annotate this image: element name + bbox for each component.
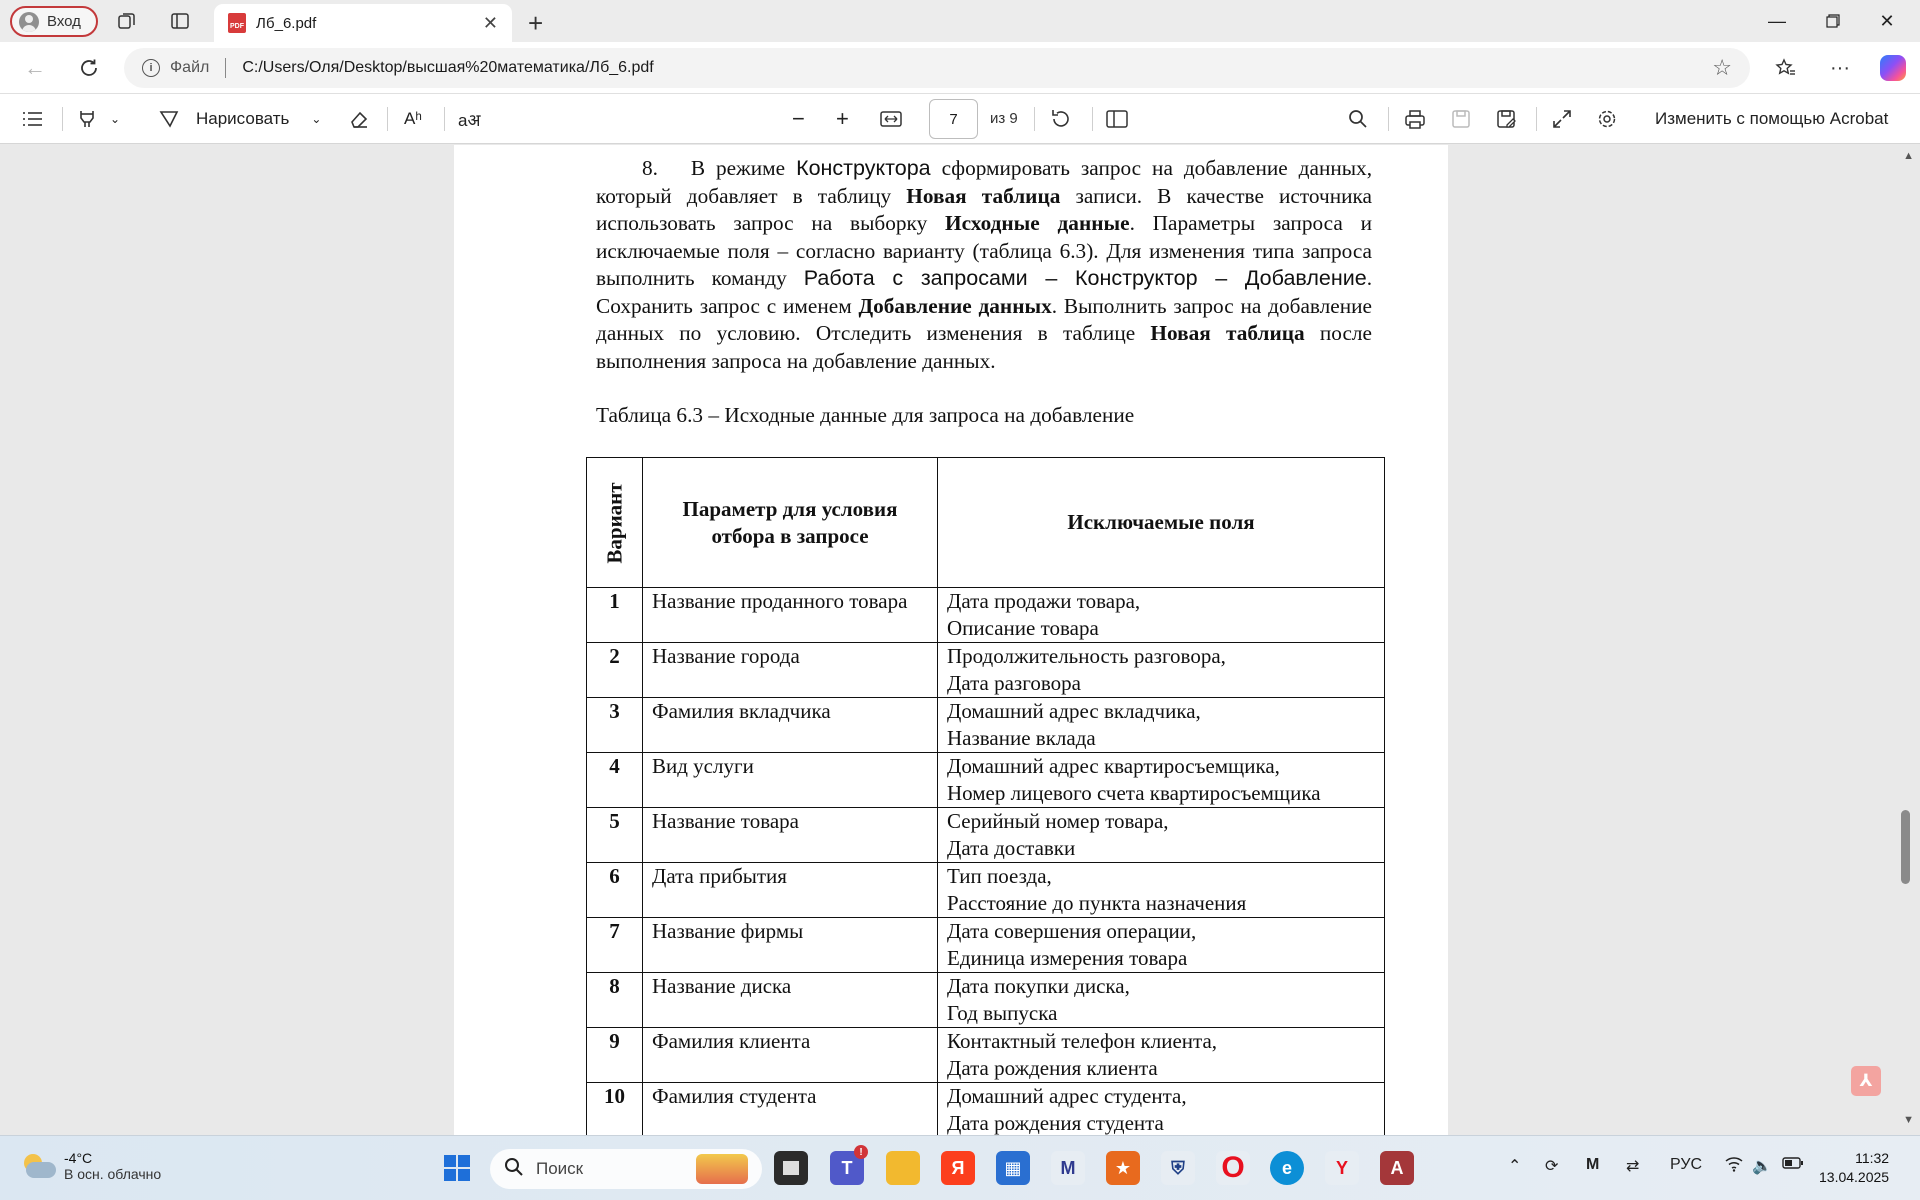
workspaces-icon[interactable] xyxy=(115,9,139,33)
minimize-icon[interactable]: — xyxy=(1768,10,1786,31)
favorite-star-icon[interactable]: ☆ xyxy=(1712,55,1732,80)
start-windows-icon[interactable] xyxy=(440,1151,474,1185)
para-text: . Параметры запроса и исключаемые поля – согласно варианту (таблица 6.3). Для изменения типа запроса выполнить команду xyxy=(596,211,1372,290)
tray-overflow-chevron-icon[interactable]: ⌃ xyxy=(1508,1158,1522,1175)
header-parameter: Параметр для условия отбора в запросе xyxy=(643,458,938,588)
excluded-fields-cell: Продолжительность разговора, Дата разговора xyxy=(938,643,1385,698)
save-icon[interactable] xyxy=(1450,106,1472,132)
variant-number: 1 xyxy=(587,588,643,643)
address-field[interactable] xyxy=(124,48,1750,88)
pdf-toolbar xyxy=(0,94,1920,144)
weather-widget[interactable] xyxy=(22,1150,161,1182)
para-text: после выполнения запроса на добавление данных. xyxy=(596,321,1373,373)
edit-acrobat-label: Изменить с помощью Acrobat xyxy=(1655,109,1889,128)
bold-term: Новая таблица xyxy=(1150,321,1305,345)
back-arrow-icon[interactable]: ← xyxy=(24,55,46,80)
print-icon[interactable] xyxy=(1404,106,1426,132)
translate-label: aअ xyxy=(458,110,481,130)
toolbar-divider xyxy=(1092,107,1093,131)
excluded-fields-cell: Серийный номер товара, Дата доставки xyxy=(938,808,1385,863)
shield-app-icon[interactable]: ⛨ xyxy=(1161,1151,1195,1185)
address-divider xyxy=(225,58,226,78)
bold-term: Исходные данные xyxy=(945,211,1130,235)
sliders-icon[interactable]: ⇄ xyxy=(1626,1158,1640,1175)
excluded-fields-cell: Дата продажи товара, Описание товара xyxy=(938,588,1385,643)
pdf-viewer[interactable] xyxy=(0,145,1920,1135)
avatar-icon xyxy=(19,12,39,32)
table-row xyxy=(587,753,1385,808)
table-row xyxy=(587,643,1385,698)
variants-table xyxy=(586,457,1385,1135)
eraser-icon[interactable] xyxy=(348,106,370,132)
draw-label: Нарисовать xyxy=(196,109,290,128)
more-menu-icon[interactable]: ··· xyxy=(1830,56,1850,79)
tab-active-pdf[interactable] xyxy=(214,4,512,42)
page-view-icon[interactable] xyxy=(1106,106,1128,132)
fit-width-icon[interactable] xyxy=(880,106,902,132)
battery-icon[interactable] xyxy=(1782,1156,1804,1175)
wifi-icon[interactable] xyxy=(1724,1156,1744,1177)
chevron-down-icon[interactable]: ⌄ xyxy=(311,112,322,126)
parameter-cell: Фамилия клиента xyxy=(643,1028,938,1083)
restore-icon[interactable] xyxy=(1808,6,1858,36)
para-text: записи. В качестве источника использовать запрос на выборку xyxy=(596,183,1372,235)
variant-number: 4 xyxy=(587,753,643,808)
table-row xyxy=(587,918,1385,973)
clock-time: 11:32 xyxy=(1855,1150,1890,1166)
acrobat-icon[interactable]: ⅄ xyxy=(1851,1066,1881,1096)
parameter-cell: Фамилия вкладчика xyxy=(643,698,938,753)
item-number: 8. xyxy=(642,156,658,180)
parameter-cell: Вид услуги xyxy=(643,753,938,808)
excluded-fields-cell: Дата совершения операции, Единица измерения товара xyxy=(938,918,1385,973)
variant-number: 10 xyxy=(587,1083,643,1136)
profile-label: Вход xyxy=(47,13,81,30)
excluded-fields-cell: Домашний адрес вкладчика, Название вклада xyxy=(938,698,1385,753)
scroll-down-arrow-icon[interactable]: ▼ xyxy=(1903,1114,1914,1126)
toolbar-divider xyxy=(444,107,445,131)
save-as-icon[interactable] xyxy=(1495,106,1517,132)
parameter-cell: Название проданного товара xyxy=(643,588,938,643)
sync-icon[interactable]: ⟳ xyxy=(1545,1158,1559,1175)
file-explorer-icon[interactable] xyxy=(886,1151,920,1185)
settings-gear-icon[interactable] xyxy=(1596,106,1618,132)
search-icon xyxy=(504,1157,524,1182)
variant-number: 3 xyxy=(587,698,643,753)
access-icon[interactable]: A xyxy=(1380,1151,1414,1185)
scrollbar-thumb[interactable] xyxy=(1901,810,1910,884)
toolbar-divider xyxy=(62,107,63,131)
current-page: 7 xyxy=(949,110,958,128)
rotate-icon[interactable] xyxy=(1050,106,1072,132)
tab-title: Лб_6.pdf xyxy=(256,14,317,32)
excluded-fields-cell: Домашний адрес квартиросъемщика, Номер лицевого счета квартиросъемщика xyxy=(938,753,1385,808)
para-text: В режиме xyxy=(690,156,786,180)
parameter-cell: Название фирмы xyxy=(643,918,938,973)
close-tab-icon[interactable]: ✕ xyxy=(482,12,498,33)
app-tray-icon[interactable]: M xyxy=(1586,1156,1600,1173)
excluded-fields-cell: Дата покупки диска, Год выпуска xyxy=(938,973,1385,1028)
para-text: сформировать запрос на добавление данных, который добавляет в таблицу xyxy=(596,156,1373,208)
toolbar-divider xyxy=(1388,107,1389,131)
system-clock[interactable] xyxy=(1819,1149,1889,1187)
browser-tab-bar xyxy=(0,0,1920,42)
bold-term: Новая таблица xyxy=(906,183,1061,208)
maxima-icon[interactable]: M xyxy=(1051,1151,1085,1185)
table-caption: Таблица 6.3 – Исходные данные для запроса на добавление xyxy=(596,403,1135,427)
info-icon[interactable]: i xyxy=(142,59,160,77)
ui-term: Конструктора xyxy=(796,156,931,180)
temperature: -4°C xyxy=(64,1150,93,1166)
read-aloud-icon[interactable] xyxy=(404,106,422,132)
para-text: . Сохранить запрос с именем xyxy=(596,266,1373,318)
yandex-icon[interactable]: Я xyxy=(941,1151,975,1185)
game-shield-icon[interactable]: ★ xyxy=(1106,1151,1140,1185)
address-scheme-label: Файл xyxy=(170,59,210,76)
table-row xyxy=(587,1083,1385,1136)
edge-icon[interactable]: e xyxy=(1270,1151,1304,1185)
parameter-cell: Название города xyxy=(643,643,938,698)
table-row xyxy=(587,1028,1385,1083)
pdf-page xyxy=(454,145,1448,1135)
search-icon[interactable] xyxy=(1347,106,1369,132)
yandex-browser-icon[interactable]: Y xyxy=(1325,1151,1359,1185)
header-variant: Вариант xyxy=(587,458,643,588)
address-bar-row xyxy=(0,42,1920,94)
toolbar-divider xyxy=(1034,107,1035,131)
search-placeholder: Поиск xyxy=(536,1159,584,1178)
table-row xyxy=(587,588,1385,643)
language-indicator[interactable]: РУС xyxy=(1670,1156,1703,1173)
parameter-cell: Дата прибытия xyxy=(643,863,938,918)
taskbar-search[interactable] xyxy=(490,1149,762,1189)
excluded-fields-cell: Тип поезда, Расстояние до пункта назначения xyxy=(938,863,1385,918)
instruction-paragraph xyxy=(596,155,1372,375)
excluded-fields-cell: Контактный телефон клиента, Дата рождения клиента xyxy=(938,1028,1385,1083)
highlight-button[interactable] xyxy=(76,106,120,132)
zoom-in-icon[interactable]: + xyxy=(836,106,849,131)
excluded-fields-cell: Домашний адрес студента, Дата рождения студента xyxy=(938,1083,1385,1136)
header-excluded-fields: Исключаемые поля xyxy=(938,458,1385,588)
refresh-icon[interactable] xyxy=(76,55,102,81)
page-number-input[interactable] xyxy=(929,99,978,139)
toolbar-divider xyxy=(1536,107,1537,131)
table-row xyxy=(587,973,1385,1028)
scroll-up-arrow-icon[interactable]: ▲ xyxy=(1903,150,1914,162)
read-aloud-label: Aʰ xyxy=(404,109,422,128)
partly-cloudy-icon xyxy=(22,1154,56,1178)
vertical-tabs-icon[interactable] xyxy=(168,9,192,33)
search-highlight-icon xyxy=(696,1154,748,1184)
variant-number: 9 xyxy=(587,1028,643,1083)
teams-icon[interactable]: T ! xyxy=(830,1151,864,1185)
bold-term: Добавление данных xyxy=(858,293,1052,318)
variant-number: 7 xyxy=(587,918,643,973)
para-text: . Выполнить запрос на добавление данных по условию. Отследить изменения в таблице xyxy=(596,293,1373,345)
table-row xyxy=(587,863,1385,918)
variant-number: 5 xyxy=(587,808,643,863)
taskbar xyxy=(0,1135,1920,1200)
parameter-cell: Название товара xyxy=(643,808,938,863)
translate-icon[interactable] xyxy=(458,106,480,132)
clock-date: 13.04.2025 xyxy=(1819,1169,1890,1185)
pdf-file-icon: PDF xyxy=(228,13,246,33)
table-row xyxy=(587,698,1385,753)
chevron-down-icon[interactable]: ⌄ xyxy=(110,112,121,126)
parameter-cell: Название диска xyxy=(643,973,938,1028)
zoom-out-icon[interactable]: − xyxy=(792,106,805,131)
store-icon[interactable]: ▦ xyxy=(996,1151,1030,1185)
volume-icon[interactable]: 🔈 xyxy=(1752,1158,1772,1175)
variant-number: 6 xyxy=(587,863,643,918)
edit-with-acrobat-button[interactable] xyxy=(1655,106,1888,132)
opera-icon[interactable]: O xyxy=(1216,1151,1250,1185)
page-count-label: из 9 xyxy=(990,110,1018,127)
favorites-icon[interactable] xyxy=(1772,54,1800,82)
table-row xyxy=(587,808,1385,863)
variant-number: 8 xyxy=(587,973,643,1028)
close-window-icon[interactable]: ✕ xyxy=(1879,10,1895,31)
ui-term: Работа с запросами – Конструктор – Добавление xyxy=(803,266,1367,290)
weather-description: В осн. облачно xyxy=(64,1166,162,1182)
variant-number: 2 xyxy=(587,643,643,698)
parameter-cell: Фамилия студента xyxy=(643,1083,938,1136)
toolbar-divider xyxy=(387,107,388,131)
draw-button[interactable] xyxy=(158,106,321,132)
copilot-icon[interactable] xyxy=(1879,54,1907,82)
address-url[interactable]: C:/Users/Оля/Desktop/высшая%20математика/Лб_6.pdf xyxy=(242,59,654,76)
task-view-icon[interactable] xyxy=(774,1151,808,1185)
new-tab-icon[interactable]: + xyxy=(528,8,544,38)
profile-button[interactable] xyxy=(10,6,98,37)
contents-list-icon[interactable] xyxy=(22,106,44,132)
fullscreen-icon[interactable] xyxy=(1551,106,1573,132)
